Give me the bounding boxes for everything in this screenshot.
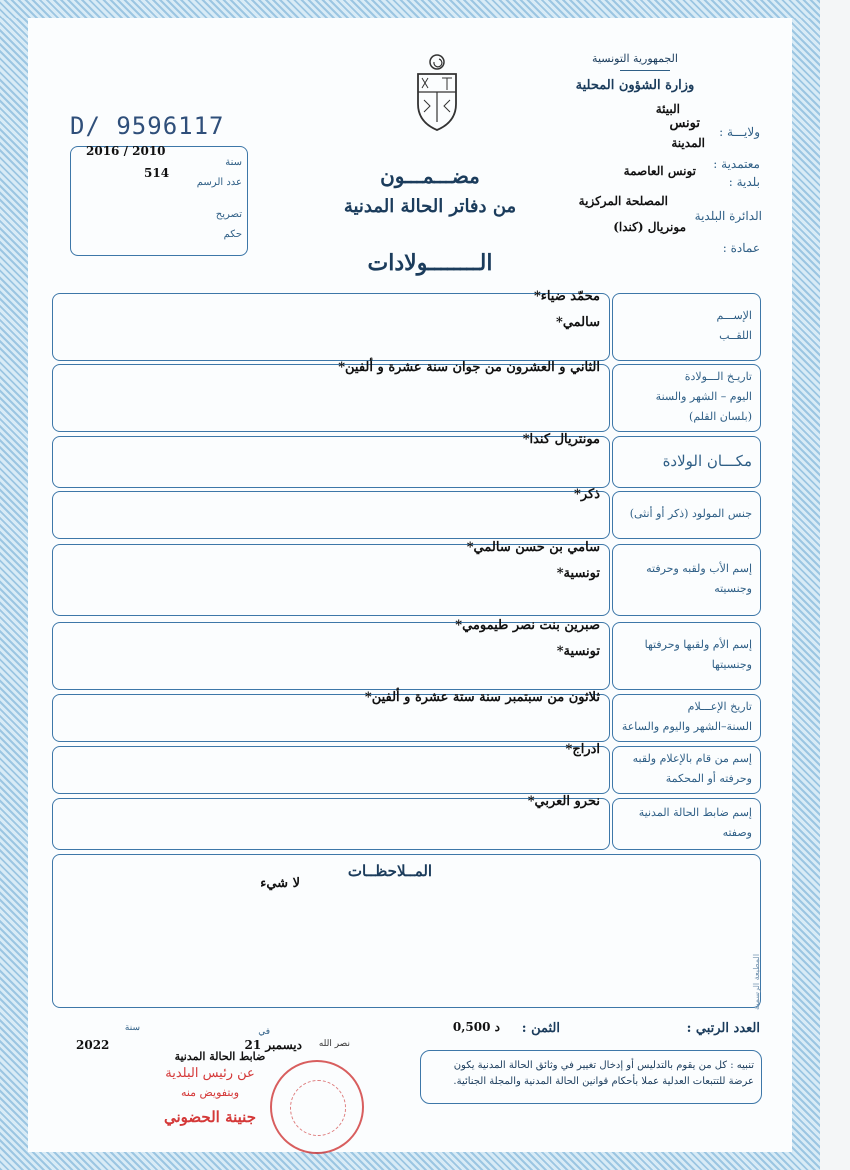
footer-price-value: 0,500 د bbox=[452, 1020, 500, 1034]
serial-number: D/ 9596117 bbox=[70, 112, 225, 140]
municipal-district-label: الدائرة البلدية bbox=[694, 209, 762, 223]
header-divider bbox=[620, 70, 670, 71]
coat-of-arms-icon bbox=[410, 52, 464, 134]
wilaya-stamp-text: البيئة bbox=[655, 102, 680, 116]
row-label bbox=[618, 803, 752, 843]
row-value: ادراج* bbox=[565, 742, 600, 757]
title-births: الــــــــولادات bbox=[367, 250, 493, 276]
row-value: سالمي* bbox=[556, 315, 600, 330]
municipal-district-value: المصلحة المركزية bbox=[578, 194, 668, 208]
row-label bbox=[618, 697, 752, 737]
row-value: ذكر* bbox=[574, 487, 600, 502]
right-border-pattern bbox=[792, 0, 820, 1170]
row-label-line: وجنسيتها bbox=[711, 658, 752, 671]
top-border-pattern bbox=[0, 0, 820, 18]
printer-mark: المطبعة الرسمية bbox=[752, 953, 761, 1010]
registry-year-value: 2016 / 2010 bbox=[86, 144, 166, 158]
row-label-line: إسم من قام بالإعلام ولقبه bbox=[632, 752, 752, 765]
row-label-line: (بلسان القلم) bbox=[689, 410, 752, 423]
ministry-label: وزارة الشؤون المحلية bbox=[575, 78, 695, 93]
row-label bbox=[618, 559, 752, 599]
row-label-line: السنة–الشهر واليوم والساعة bbox=[621, 720, 752, 733]
row-value: سامي بن حسن سالمي* bbox=[466, 540, 600, 555]
footer-serial-label: العدد الرتبي : bbox=[686, 1021, 760, 1036]
footer-price-label: الثمن : bbox=[521, 1021, 560, 1036]
remarks-title: المــلاحظــات bbox=[347, 862, 433, 880]
registry-judgment-label: حكم bbox=[223, 229, 242, 240]
row-label-line: وصفته bbox=[722, 826, 752, 839]
baladiya-label: بلدية : bbox=[728, 175, 760, 189]
mutamadiya-label: معتمدية : bbox=[713, 157, 760, 171]
row-label bbox=[618, 306, 752, 346]
city-value: المدينة bbox=[671, 136, 705, 150]
footer-year-label: سنة bbox=[124, 1023, 140, 1033]
row-value: الثاني و العشرون من جوان سنة عشرة و ألفين* bbox=[338, 360, 600, 375]
title-summary: مضـــمـــون bbox=[380, 164, 480, 188]
wilaya-label: ولايـــة : bbox=[719, 125, 760, 139]
row-label-line: وحرفته أو المحكمة bbox=[665, 772, 752, 785]
row-label-line: تاريـخ الـــولادة bbox=[684, 370, 752, 383]
imada-label: عمادة : bbox=[722, 241, 760, 255]
row-label-line: وجنسيته bbox=[714, 582, 752, 595]
baladiya-value: تونس العاصمة bbox=[623, 164, 696, 178]
row-value: تونسية* bbox=[556, 566, 600, 581]
row-label bbox=[618, 436, 752, 486]
row-value: ثلاثون من سبتمبر سنة ستة عشرة و ألفين* bbox=[364, 690, 600, 705]
left-border-pattern bbox=[0, 0, 28, 1170]
officer-stamp-text-2: وبتفويض منه bbox=[180, 1086, 240, 1099]
row-label-line: اللقــب bbox=[719, 329, 752, 342]
official-seal-icon bbox=[270, 1060, 364, 1154]
footer-officer-title: ضابط الحالة المدنية bbox=[174, 1050, 266, 1063]
row-label-line: جنس المولود (ذكر أو أنثى) bbox=[629, 507, 752, 520]
footer-praise: نصر الله bbox=[318, 1039, 350, 1049]
registry-record-value: 514 bbox=[144, 166, 170, 180]
row-label-line: تاريخ الإعـــلام bbox=[687, 700, 752, 713]
registry-record-label: عدد الرسم bbox=[196, 177, 242, 188]
footer-day-month: 21 ديسمبر bbox=[244, 1038, 302, 1052]
row-label bbox=[618, 367, 752, 427]
wilaya-value: تونس bbox=[669, 116, 700, 131]
row-label bbox=[618, 749, 752, 789]
officer-signature: جنينة الحضوني bbox=[164, 1108, 256, 1126]
remarks-value: لا شيء bbox=[260, 876, 300, 891]
row-value: صبرين بنت نصر طيمومي* bbox=[455, 618, 600, 633]
bottom-border-pattern bbox=[0, 1152, 820, 1170]
title-civil-registry: من دفاتر الحالة المدنية bbox=[343, 196, 517, 217]
row-label-line: إسم ضابط الحالة المدنية bbox=[638, 806, 752, 819]
municipal-district-location: مونريال (كندا) bbox=[613, 220, 686, 234]
row-label bbox=[618, 635, 752, 675]
row-label-line: إسم الأم ولقبها وحرفتها bbox=[644, 638, 752, 651]
footer-in-label: في bbox=[258, 1027, 270, 1037]
row-value: تونسية* bbox=[556, 644, 600, 659]
registry-year-label: سنة bbox=[225, 157, 242, 168]
registry-declaration-label: تصريح bbox=[215, 209, 242, 220]
row-label bbox=[618, 491, 752, 537]
row-label-line: مكـــان الولادة bbox=[662, 452, 752, 470]
warning-text: تنبيه : كل من يقوم بالتدليس أو إدخال تغيير في وثائق الحالة المدنية يكون عرضة للتتبعات العدلية عملا بأحكام قوانين الحالة المدنية والمجلة الجنائية. bbox=[453, 1060, 754, 1087]
republic-label: الجمهورية التونسية bbox=[592, 52, 678, 65]
row-value: محمّد ضياء* bbox=[533, 289, 600, 304]
footer-year-value: 2022 bbox=[76, 1038, 110, 1052]
officer-stamp-text-1: عن رئيس البلدية bbox=[165, 1066, 255, 1081]
row-label-line: إسم الأب ولقبه وحرفته bbox=[646, 562, 752, 575]
row-value: مونتريال كندا* bbox=[522, 432, 600, 447]
row-label-line: الإســـم bbox=[716, 309, 752, 322]
row-label-line: اليوم – الشهر والسنة bbox=[655, 390, 752, 403]
row-value: نحرو العربي* bbox=[527, 794, 600, 809]
